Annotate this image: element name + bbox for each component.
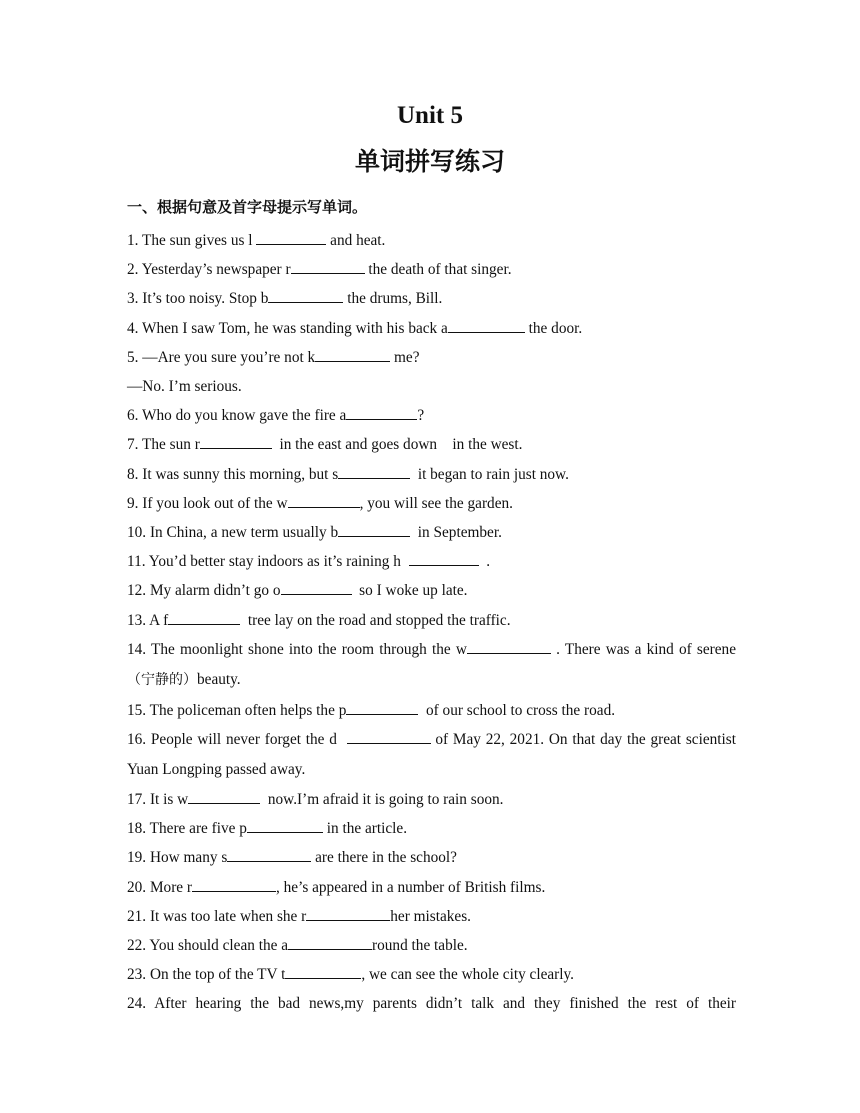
answer-blank[interactable] [448,317,525,333]
question-5-reply: —No. I’m serious. [127,378,242,396]
question-21: 21. It was too late when she r her mistakes. [127,902,736,931]
question-22: 22. You should clean the a round the table. [127,931,736,960]
answer-blank[interactable] [306,905,390,921]
question-6: 6. Who do you know gave the fire a ? [127,401,736,430]
answer-blank[interactable] [338,521,410,537]
answer-blank[interactable] [281,579,352,595]
question-2: 2. Yesterday’s newspaper r the death of that singer. [127,255,736,284]
question-10: 10. In China, a new term usually b in September. [127,518,736,547]
question-list [127,226,736,1019]
section-heading: 一、根据句意及首字母提示写单词。 [127,198,368,216]
question-14: 14. The moonlight shone into the room through the w . There was a kind of serene（宁静的）beauty. [127,635,736,695]
unit-title: Unit 5 [397,102,463,129]
question-9: 9. If you look out of the w , you will see the garden. [127,489,736,518]
answer-blank[interactable] [168,609,240,625]
question-7: 7. The sun r in the east and goes down in the west. [127,430,736,459]
question-4: 4. When I saw Tom, he was standing with his back a the door. [127,314,736,343]
question-5: 5. —Are you sure you’re not k me? [127,343,736,372]
question-19: 19. How many s are there in the school? [127,843,736,872]
question-17: 17. It is w now.I’m afraid it is going to rain soon. [127,785,736,814]
answer-blank[interactable] [188,788,260,804]
answer-blank[interactable] [346,404,417,420]
answer-blank[interactable] [315,346,390,362]
answer-blank[interactable] [256,229,326,245]
answer-blank[interactable] [288,934,372,950]
answer-blank[interactable] [467,638,551,654]
worksheet-title: 单词拼写练习 [354,147,505,176]
answer-blank[interactable] [285,963,361,979]
question-12: 12. My alarm didn’t go o so I woke up late. [127,576,736,605]
answer-blank[interactable] [409,550,479,566]
answer-blank[interactable] [200,433,272,449]
question-11: 11. You’d better stay indoors as it’s raining h . [127,547,736,576]
answer-blank[interactable] [347,728,431,744]
answer-blank[interactable] [288,492,360,508]
question-16: 16. People will never forget the d of May 22, 2021. On that day the great scientist Yuan Longping passed away. [127,725,736,785]
answer-blank[interactable] [291,258,365,274]
question-8: 8. It was sunny this morning, but s it began to rain just now. [127,460,736,489]
answer-blank[interactable] [268,287,343,303]
question-3: 3. It’s too noisy. Stop b the drums, Bill. [127,284,736,313]
question-15: 15. The policeman often helps the p of our school to cross the road. [127,696,736,725]
question-13: 13. A f tree lay on the road and stopped the traffic. [127,606,736,635]
question-1: 1. The sun gives us l and heat. [127,226,736,255]
question-18: 18. There are five p in the article. [127,814,736,843]
answer-blank[interactable] [227,846,311,862]
answer-blank[interactable] [338,463,410,479]
question-23: 23. On the top of the TV t , we can see the whole city clearly. [127,960,736,989]
answer-blank[interactable] [192,876,276,892]
question-24: 24. After hearing the bad news,my parents didn’t talk and they finished the rest of their [127,995,736,1013]
answer-blank[interactable] [247,817,323,833]
answer-blank[interactable] [346,699,418,715]
question-20: 20. More r , he’s appeared in a number of British films. [127,873,736,902]
